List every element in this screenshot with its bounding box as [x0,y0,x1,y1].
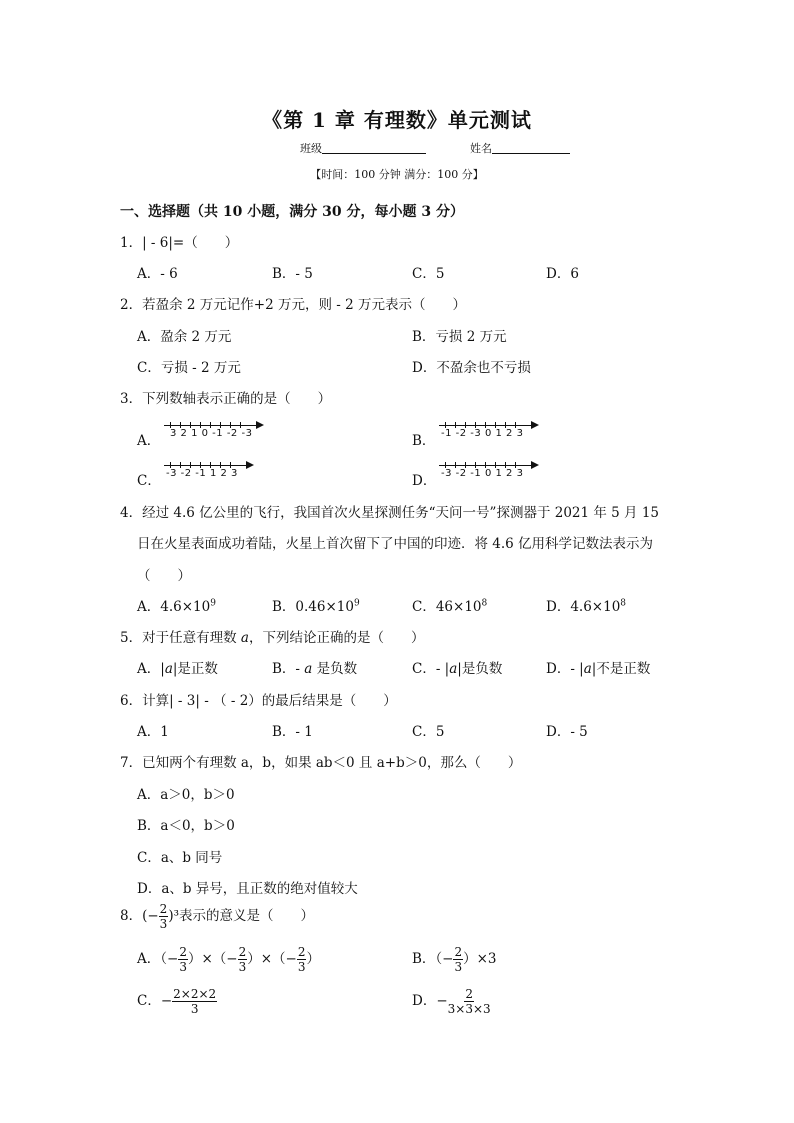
q3-number-line-d [439,460,541,482]
q6-option-d[interactable]: D．- 5 [546,724,588,740]
q8-option-b[interactable]: B．（− $\frac{2}{3}$ ）×3 [412,945,497,974]
arrow-icon [531,461,539,469]
q2-option-c[interactable]: C．亏损 - 2 万元 [137,360,241,376]
time-info: 【时间：100 分钟 满分：100 分】 [310,168,484,181]
q3-stem: 3．下列数轴表示正确的是（ ） [120,391,332,407]
q5-option-c[interactable]: C．- |a|是负数 [412,661,503,677]
q6-option-a[interactable]: A．1 [137,724,169,740]
q3-option-c[interactable]: C． [137,473,161,489]
q4-line3: （ ） [137,568,191,584]
q3-number-line-a [164,420,266,442]
q4-option-b[interactable]: B．$0.46\times 10^9$ [272,598,360,615]
q6-option-c[interactable]: C．5 [412,724,445,740]
arrow-icon [256,421,264,429]
q3-number-line-c [164,460,256,482]
q2-option-b[interactable]: B．亏损 2 万元 [412,329,507,345]
fraction: $\frac{2}{3}$ [159,902,168,931]
q4-option-c[interactable]: C．$46\times 10^8$ [412,598,488,615]
page-title: 《第 1 章 有理数》单元测试 [262,108,532,132]
q2-option-d[interactable]: D．不盈余也不亏损 [412,360,531,376]
arrow-icon [531,421,539,429]
axis-line [164,465,248,466]
q2-stem: 2．若盈余 2 万元记作+2 万元，则 - 2 万元表示（ ） [120,297,466,313]
q8-option-d[interactable]: D．− $\frac{2}{3\times 3\times 3}$ [412,987,491,1016]
q1-stem: 1．| - 6|=（ ） [120,235,239,251]
q4-option-a[interactable]: A．$4.6\times 10^9$ [137,598,216,615]
q5-stem: 5．对于任意有理数 a，下列结论正确的是（ ） [120,630,425,646]
axis-line [164,425,258,426]
axis-labels: -3 -2 -1 0 1 2 3 [441,468,524,479]
q7-option-d[interactable]: D．a、b 异号，且正数的绝对值较大 [137,881,358,897]
name-blank[interactable] [492,140,570,154]
q1-option-b[interactable]: B．- 5 [272,266,313,282]
q3-option-d[interactable]: D． [412,473,437,489]
q3-option-b[interactable]: B． [412,433,436,449]
axis-labels: 3 2 1 0 -1 -2 -3 [170,428,253,439]
axis-line [439,425,533,426]
q6-option-b[interactable]: B．- 1 [272,724,313,740]
q8-option-a[interactable]: A．（− $\frac{2}{3}$ ）×（− $\frac{2}{3}$ ）×（− $\frac{2}{3}$ ） [137,945,320,974]
q5-option-d[interactable]: D．- |a|不是正数 [546,661,651,677]
q8-stem: 8．(− $\frac{2}{3}$ )³表示的意义是（ ） [120,902,314,931]
name-label: 姓名 [470,142,492,155]
name-field [470,140,570,156]
q3-number-line-b [439,420,541,442]
q4-line2: 日在火星表面成功着陆，火星上首次留下了中国的印迹．将 4.6 亿用科学记数法表示为 [137,536,654,552]
axis-labels: -1 -2 -3 0 1 2 3 [441,428,524,439]
axis-labels: -3 -2 -1 1 2 3 [166,468,238,479]
section-heading: 一、选择题（共 10 小题，满分 30 分，每小题 3 分） [120,204,464,220]
q7-option-c[interactable]: C．a、b 同号 [137,850,223,866]
q7-option-b[interactable]: B．a＜0，b＞0 [137,818,235,834]
q7-option-a[interactable]: A．a＞0，b＞0 [137,787,235,803]
q8-option-c[interactable]: C．− $\frac{2\times 2\times 2}{3}$ [137,987,217,1016]
q1-option-d[interactable]: D．6 [546,266,579,282]
axis-line [439,465,533,466]
class-blank[interactable] [322,140,426,154]
q3-option-a[interactable]: A． [137,433,161,449]
q4-line1: 4．经过 4.6 亿公里的飞行，我国首次火星探测任务“天问一号”探测器于 2021 年 5 月 15 [120,505,660,521]
q5-option-a[interactable]: A．|a|是正数 [137,661,218,677]
q5-option-b[interactable]: B．- a 是负数 [272,661,358,677]
class-field [300,140,426,156]
q1-option-a[interactable]: A．- 6 [137,266,178,282]
q7-stem: 7．已知两个有理数 a，b，如果 ab＜0 且 a+b＞0，那么（ ） [120,755,522,771]
q2-option-a[interactable]: A．盈余 2 万元 [137,329,232,345]
arrow-icon [246,461,254,469]
q6-stem: 6．计算| - 3| - （ - 2）的最后结果是（ ） [120,693,397,709]
q1-option-c[interactable]: C．5 [412,266,445,282]
q4-option-d[interactable]: D．$4.6\times 10^8$ [546,598,627,615]
class-label: 班级 [300,142,322,155]
